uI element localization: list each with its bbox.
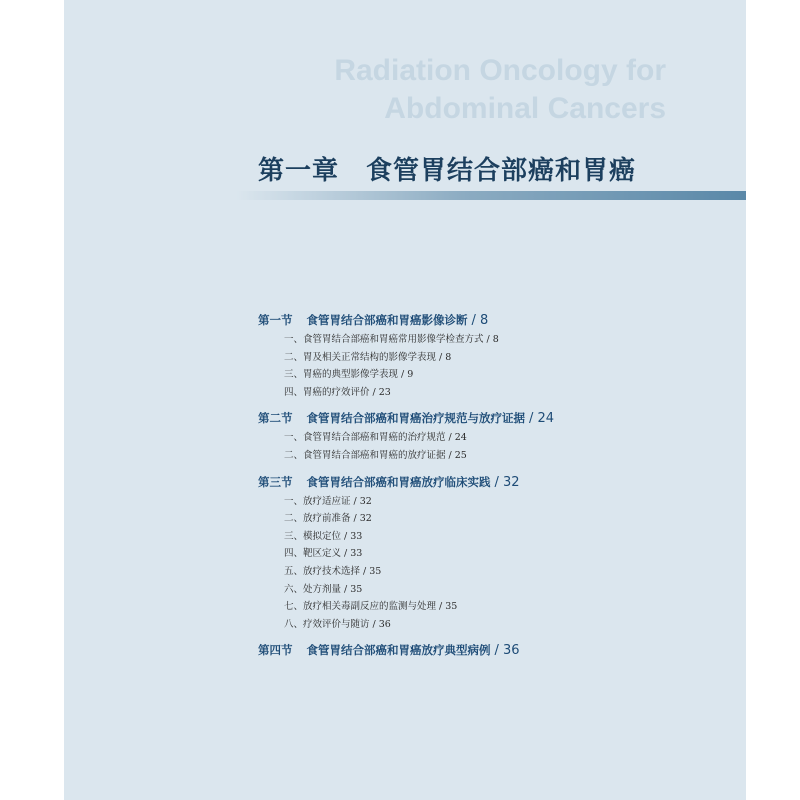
- watermark-line-2: Abdominal Cancers: [384, 92, 666, 125]
- toc-item[interactable]: 一、食管胃结合部癌和胃癌常用影像学检查方式 / 8: [284, 334, 499, 345]
- section-heading[interactable]: [258, 408, 728, 429]
- section-number: 第四节: [258, 643, 293, 658]
- toc-section-4: [258, 640, 728, 661]
- toc-item[interactable]: 八、疗效评价与随访 / 36: [284, 618, 391, 630]
- section-title: 食管胃结合部癌和胃癌放疗临床实践: [306, 474, 491, 489]
- toc-item[interactable]: 五、放疗技术选择 / 35: [284, 565, 382, 577]
- section-title: 食管胃结合部癌和胃癌影像诊断: [306, 313, 468, 327]
- section-page: / 8: [471, 313, 489, 328]
- toc-section-3: [258, 472, 728, 634]
- english-title-watermark: [236, 52, 666, 128]
- section-title: 食管胃结合部癌和胃癌放疗典型病例: [306, 643, 491, 658]
- toc-section-2: [258, 408, 728, 464]
- toc-item[interactable]: 二、放疗前准备 / 32: [284, 513, 372, 525]
- toc-item[interactable]: 三、胃癌的典型影像学表现 / 9: [284, 369, 414, 381]
- section-heading[interactable]: [258, 640, 728, 661]
- toc-section-1: [258, 310, 728, 401]
- toc-item[interactable]: 六、处方剂量 / 35: [284, 583, 363, 595]
- toc-item[interactable]: 七、放疗相关毒副反应的监测与处理 / 35: [284, 601, 458, 613]
- toc-item[interactable]: 一、放疗适应证 / 32: [284, 495, 372, 507]
- section-number: 第二节: [258, 411, 293, 426]
- toc-item[interactable]: 一、食管胃结合部癌和胃癌的治疗规范 / 24: [284, 432, 467, 444]
- section-heading[interactable]: [258, 472, 728, 493]
- toc-item[interactable]: 三、模拟定位 / 33: [284, 530, 363, 542]
- toc-item[interactable]: 二、胃及相关正常结构的影像学表现 / 8: [284, 351, 452, 363]
- section-page: / 36: [494, 643, 520, 659]
- chapter-title: 第一章 食管胃结合部癌和胃癌: [258, 156, 637, 186]
- toc-item[interactable]: 四、靶区定义 / 33: [284, 548, 363, 560]
- section-page: / 32: [494, 474, 520, 490]
- chapter-underline-bar: [236, 191, 746, 200]
- section-number: 第三节: [258, 474, 293, 489]
- table-of-contents: [258, 310, 728, 661]
- section-page: / 24: [529, 411, 555, 427]
- toc-item[interactable]: 二、食管胃结合部癌和胃癌的放疗证据 / 25: [284, 449, 467, 461]
- section-title: 食管胃结合部癌和胃癌治疗规范与放疗证据: [306, 411, 525, 426]
- section-heading[interactable]: [258, 310, 728, 331]
- watermark-line-1: Radiation Oncology for: [334, 54, 666, 87]
- toc-item[interactable]: 四、胃癌的疗效评价 / 23: [284, 386, 391, 398]
- section-number: 第一节: [258, 313, 293, 327]
